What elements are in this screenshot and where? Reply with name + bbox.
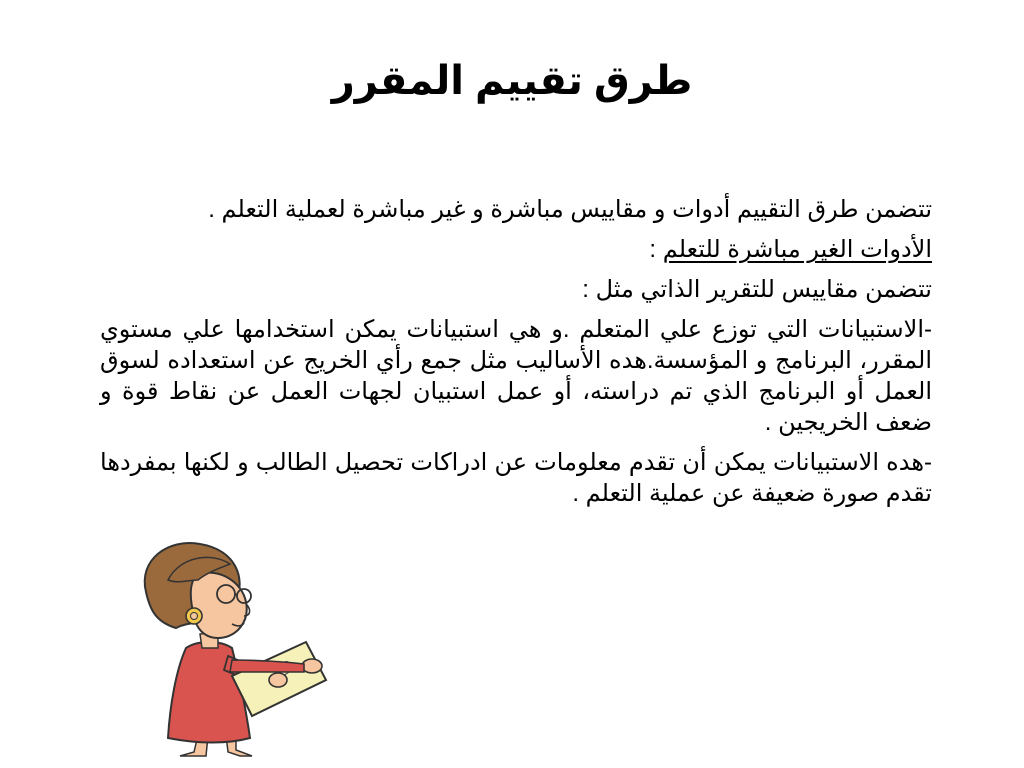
slide-title: طرق تقييم المقرر	[331, 59, 693, 103]
subheading-colon: :	[649, 236, 663, 263]
subheading-text: الأدوات الغير مباشرة للتعلم	[662, 236, 932, 263]
subheading-indirect-tools	[100, 234, 932, 265]
paragraph-surveys-limits: -هده الاستبيانات يمكن أن تقدم معلومات عن ادراكات تحصيل الطالب و لكنها بمفردها تقدم صورة ضعيفة عن عملية التعلم .	[100, 449, 932, 507]
paragraph-self-report: تتضمن مقاييس للتقرير الذاتي مثل :	[582, 276, 932, 303]
paragraph-surveys: -الاستبيانات التي توزع علي المتعلم .و هي استبيانات يمكن استخدامها علي مستوي المقرر، البرنامج و المؤسسة.هده الأساليب مثل جمع رأي الخريج عن استعداده لسوق العمل أو البرنامج الذي تم دراسته، أو عمل استبيان لجهات العمل عن نقاط قوة و ضعف الخريجين .	[100, 316, 932, 436]
slide-body	[100, 194, 932, 518]
paragraph-intro: تتضمن طرق التقييم أدوات و مقاييس مباشرة و غير مباشرة لعملية التعلم .	[208, 196, 932, 223]
teacher-holding-paper-icon	[128, 530, 338, 760]
